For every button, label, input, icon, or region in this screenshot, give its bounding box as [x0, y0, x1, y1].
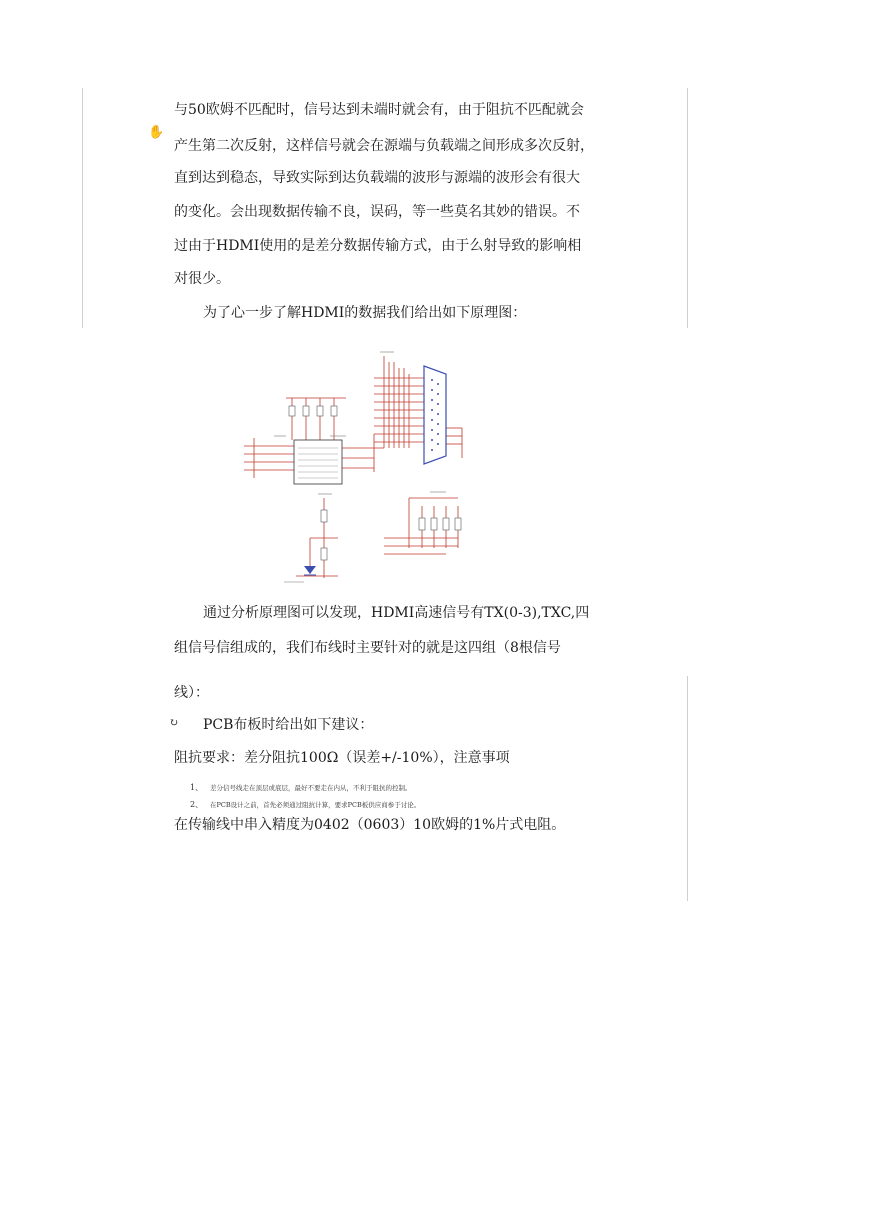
hdmi-schematic-figure: [234, 348, 478, 588]
margin-line-right-top: [687, 88, 688, 328]
resistor-note: 在传输线中串入精度为0402（0603）10欧姆的1%片式电阻。: [174, 817, 566, 833]
text-line: 的变化。会出现数据传输不良，误码，等一些莫名其妙的错误。不: [174, 204, 580, 220]
margin-line-right-bottom: [687, 676, 688, 901]
refresh-icon: ↻: [169, 716, 179, 729]
note-text: 在PCB设计之前，首先必须通过阻抗计算，要求PCB板供应商参于讨论。: [210, 801, 421, 809]
text-line: 线）：: [174, 685, 209, 701]
note-text: 差分信号线走在顶层或底层，最好不要走在内从，不利于阻抗的控制。: [210, 784, 412, 792]
margin-line-left-top: [82, 88, 83, 328]
text-line: 与50欧姆不匹配时，信号达到未端时就会有，由于阻抗不匹配就会: [174, 102, 584, 118]
note-number: 1、: [190, 783, 204, 792]
hand-cursor-icon: ✋: [148, 125, 165, 140]
text-line: 对很少。: [174, 271, 230, 287]
text-line: 直到达到稳态，导致实际到达负载端的波形与源端的波形会有很大: [174, 170, 580, 186]
text-line: 通过分析原理图可以发现，HDMI高速信号有TX(0-3),TXC,四: [203, 605, 590, 621]
schematic-intro: 为了心一步了解HDMI的数据我们给出如下原理图：: [203, 305, 527, 321]
text-line: 过由于HDMI使用的是差分数据传输方式，由于么射导致的影响相: [174, 238, 582, 254]
text-line: 组信号信组成的，我们布线时主要针对的就是这四组（8根信号: [174, 640, 561, 656]
note-number: 2、: [190, 800, 204, 809]
text-line: 产生第二次反射，这样信号就会在源端与负载端之间形成多次反射，: [174, 138, 594, 154]
impedance-requirement: 阻抗要求：差分阻抗100Ω（误差+/-10%），注意事项: [174, 750, 510, 766]
pcb-advice-heading: PCB布板时给出如下建议：: [203, 717, 374, 733]
